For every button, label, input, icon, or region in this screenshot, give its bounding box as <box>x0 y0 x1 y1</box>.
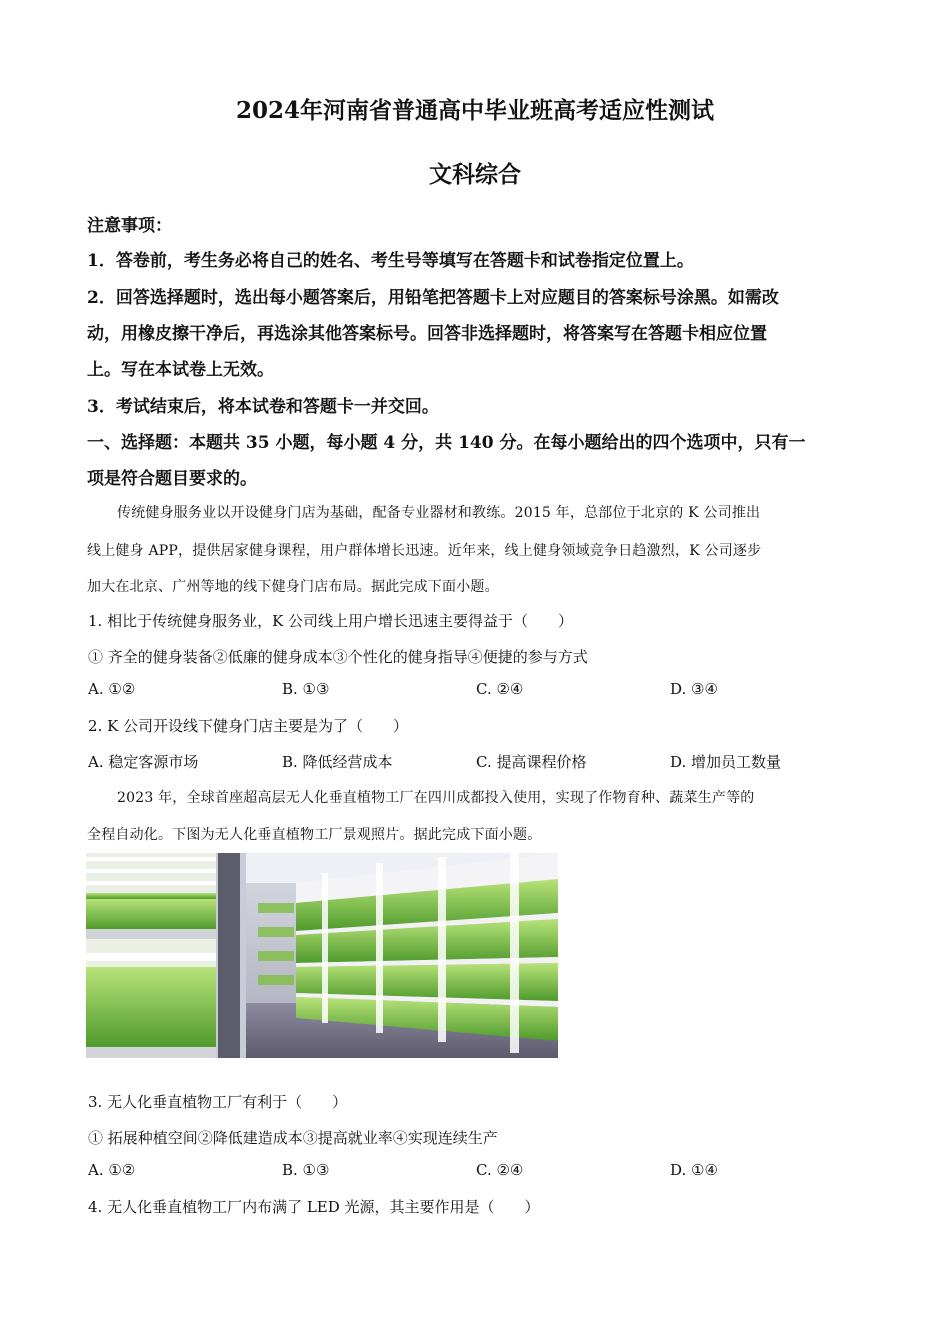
notice-item-2-line-3: 上。写在本试卷上无效。 <box>87 360 274 380</box>
option-a[interactable]: A. ①② <box>88 680 136 698</box>
option-b[interactable]: B. ①③ <box>282 1161 330 1179</box>
question-1-items: ① 齐全的健身装备②低廉的健身成本③个性化的健身指导④便捷的参与方式 <box>88 648 588 666</box>
notice-item-2-line-2: 动，用橡皮擦干净后，再选涂其他答案标号。回答非选择题时，将答案写在答题卡相应位置 <box>87 324 767 344</box>
page-title: 2024年河南省普通高中毕业班高考适应性测试 <box>235 97 714 124</box>
passage-2-line-1: 2023 年，全球首座超高层无人化垂直植物工厂在四川成都投入使用，实现了作物育种、蔬菜生产等的 <box>117 790 755 806</box>
question-1-stem: 1. 相比于传统健身服务业，K 公司线上用户增长迅速主要得益于（ ） <box>88 612 574 630</box>
passage-1-line-1: 传统健身服务业以开设健身门店为基础，配备专业器材和教练。2015 年，总部位于北京的 K 公司推出 <box>117 505 761 521</box>
option-b[interactable]: B. 降低经营成本 <box>282 753 393 771</box>
passage-1-line-2: 线上健身 APP，提供居家健身课程，用户群体增长迅速。近年来，线上健身领域竞争日趋激烈，K 公司逐步 <box>87 543 762 559</box>
option-b[interactable]: B. ①③ <box>282 680 330 698</box>
notice-item-3: 3．考试结束后，将本试卷和答题卡一并交回。 <box>87 397 439 417</box>
option-a[interactable]: A. ①② <box>88 1161 136 1179</box>
vertical-farm-illustration <box>86 853 558 1058</box>
section-heading-line-1: 一、选择题：本题共 35 小题，每小题 4 分，共 140 分。在每小题给出的四个选项中，只有一 <box>87 433 806 453</box>
option-c[interactable]: C. ②④ <box>476 1161 524 1179</box>
option-d[interactable]: D. ③④ <box>670 680 718 698</box>
passage-2-line-2: 全程自动化。下图为无人化垂直植物工厂景观照片。据此完成下面小题。 <box>87 827 542 843</box>
notice-item-2-line-1: 2．回答选择题时，选出每小题答案后，用铅笔把答题卡上对应题目的答案标号涂黑。如需改 <box>87 288 779 308</box>
option-d[interactable]: D. 增加员工数量 <box>670 753 782 771</box>
option-a[interactable]: A. 稳定客源市场 <box>88 753 199 771</box>
question-4-stem: 4. 无人化垂直植物工厂内布满了 LED 光源，其主要作用是（ ） <box>88 1198 540 1216</box>
option-d[interactable]: D. ①④ <box>670 1161 718 1179</box>
option-c[interactable]: C. 提高课程价格 <box>476 753 587 771</box>
question-3-stem: 3. 无人化垂直植物工厂有利于（ ） <box>88 1093 348 1111</box>
notice-item-1: 1．答卷前，考生务必将自己的姓名、考生号等填写在答题卡和试卷指定位置上。 <box>87 251 694 271</box>
vertical-farm-photo <box>86 853 558 1058</box>
notice-heading: 注意事项： <box>87 216 172 236</box>
question-2-stem: 2. K 公司开设线下健身门店主要是为了（ ） <box>88 717 409 735</box>
option-c[interactable]: C. ②④ <box>476 680 524 698</box>
question-3-items: ① 拓展种植空间②降低建造成本③提高就业率④实现连续生产 <box>88 1129 498 1147</box>
section-heading-line-2: 项是符合题目要求的。 <box>87 469 257 489</box>
page-subtitle: 文科综合 <box>429 161 521 188</box>
passage-1-line-3: 加大在北京、广州等地的线下健身门店布局。据此完成下面小题。 <box>87 579 499 595</box>
